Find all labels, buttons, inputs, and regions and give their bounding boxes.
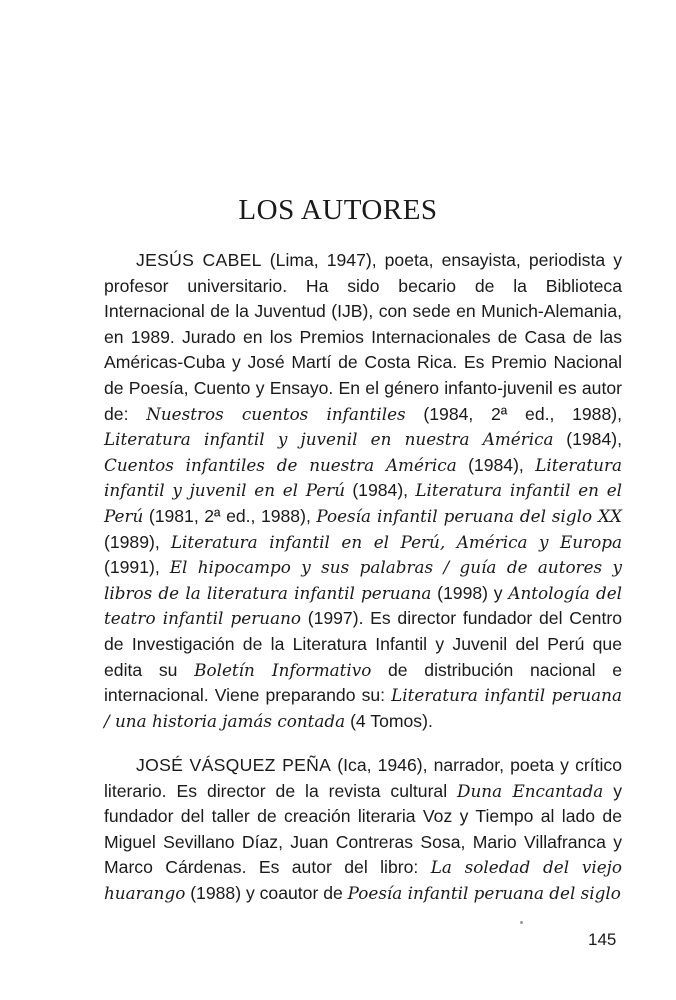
author-name: JOSÉ VÁSQUEZ PEÑA xyxy=(136,755,332,775)
book-title: El hipocampo y sus palabras / guía de autores y libros de la literatura infantil peruana xyxy=(104,557,622,603)
magazine-title: Duna Encantada xyxy=(457,780,604,801)
body-text: (Lima, 1947), poeta, ensayista, periodista y profesor universitario. Ha sido becario de la Biblioteca Internacional de la Juventud (IJB), con sede en Munich-Alemania, en 1989. Jurado en los Premios Internacionales de Casa de las Américas-Cuba y José Martí de Costa Rica. Es Premio Nacional de Poesía, Cuento y Ensayo. En el género infanto-juvenil es autor de: xyxy=(104,250,622,424)
body-text: (4 Tomos). xyxy=(345,710,433,731)
book-title: Poesía infantil peruana del siglo xyxy=(347,882,621,903)
book-title: La soledad del viejo huarango xyxy=(104,857,622,903)
body-text: (1984), xyxy=(456,454,536,475)
body-text: de distribución nacional e internacional. Viene preparando su: xyxy=(104,659,623,706)
body-text: (1989), xyxy=(104,531,171,552)
book-title: Cuentos infantiles de nuestra América xyxy=(104,454,457,475)
author-name: JESÚS CABEL xyxy=(136,250,262,270)
book-title: Boletín Informativo xyxy=(194,659,372,680)
book-title: Literatura infantil peruana / una historia jamás contada xyxy=(104,685,622,731)
book-title: Poesía infantil peruana del siglo XX xyxy=(316,505,622,526)
page-title: LOS AUTORES xyxy=(238,194,438,226)
body-text: (1984), xyxy=(553,429,622,450)
print-speck xyxy=(520,921,523,924)
book-title: Literatura infantil en el Perú, América y Europa xyxy=(170,531,622,552)
author-entry-jose-vasquez-pena xyxy=(104,753,622,907)
author-paragraph xyxy=(104,248,622,734)
body-text: y fundador del taller de creación literaria Voz y Tiempo al lado de Miguel Sevillano Díaz, Juan Contreras Sosa, Mario Villafranca y Marco Cárdenas. Es autor del libro: xyxy=(104,780,622,878)
book-title: Literatura infantil y juvenil en el Perú xyxy=(104,454,622,501)
book-title: Literatura infantil y juvenil en nuestra América xyxy=(104,429,554,450)
author-paragraph xyxy=(104,753,622,907)
body-text: (1981, 2ª ed., 1988), xyxy=(143,505,317,526)
book-title: Nuestros cuentos infantiles xyxy=(146,403,406,424)
body-text: (1998) y xyxy=(431,582,509,603)
body-text: (1991), xyxy=(104,557,170,578)
body-text: (1988) y coautor de xyxy=(185,882,348,903)
body-text: (1984, 2ª ed., 1988), xyxy=(405,403,622,424)
book-title: Literatura infantil en el Perú xyxy=(104,480,622,526)
page-number: 145 xyxy=(588,930,617,949)
body-text: (Ica, 1946), narrador, poeta y crítico literario. Es director de la revista cultural xyxy=(104,755,622,801)
book-title: Antología del teatro infantil peruano xyxy=(104,582,622,629)
body-text: (1984), xyxy=(345,480,416,501)
body-text: (1997). Es director fundador del Centro de Investigación de la Literatura Infantil y Juvenil del Perú que edita su xyxy=(104,608,623,680)
author-entry-jesus-cabel xyxy=(104,248,622,734)
